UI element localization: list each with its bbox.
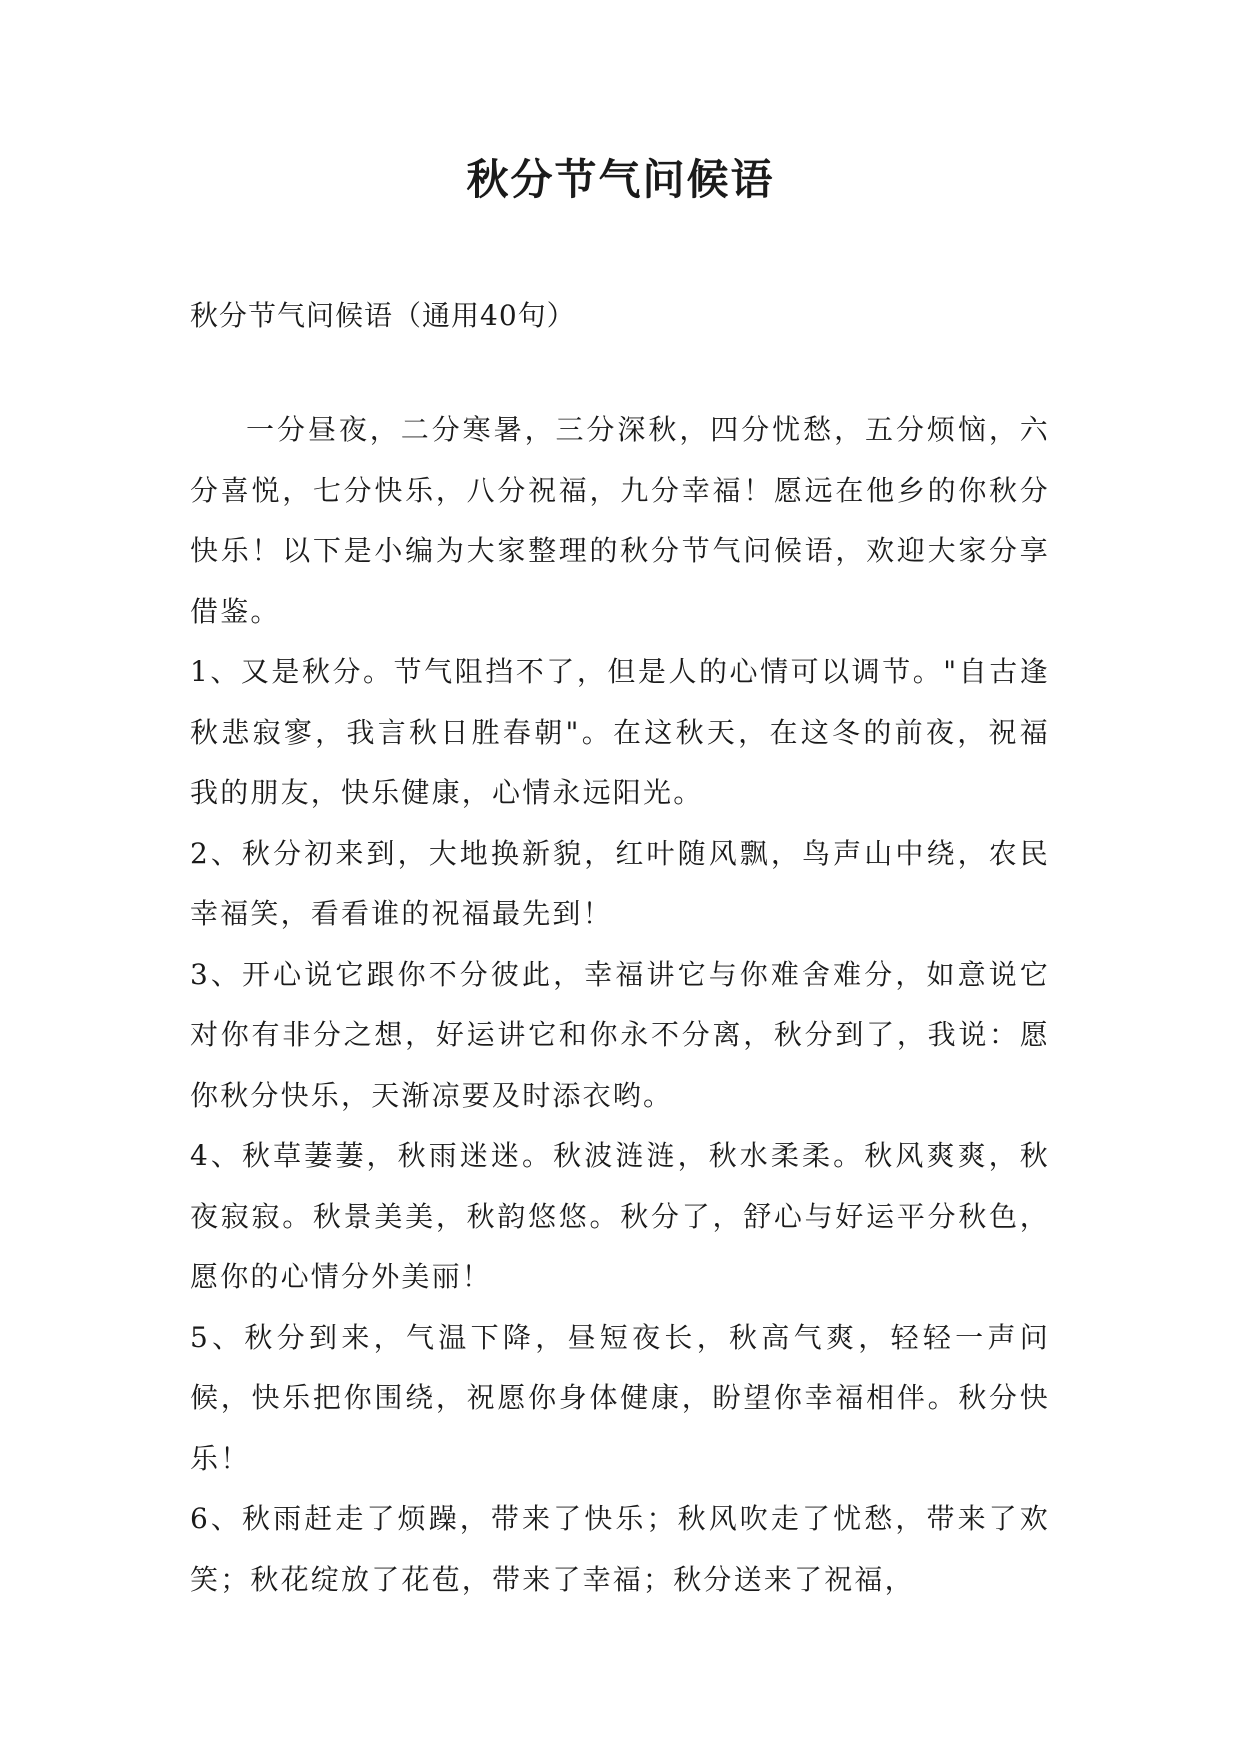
document-subtitle: 秋分节气问候语（通用40句） <box>190 299 576 332</box>
document-title: 秋分节气问候语 <box>466 155 775 204</box>
greeting-item-3: 3、开心说它跟你不分彼此，幸福讲它与你难舍难分，如意说它对你有非分之想，好运讲它和你永不分离，秋分到了，我说：愿你秋分快乐，天渐凉要及时添衣哟。 <box>190 957 1050 1112</box>
greeting-item-1: 1、又是秋分。节气阻挡不了，但是人的心情可以调节。"自古逢秋悲寂寥，我言秋日胜春朝"。在这秋天，在这冬的前夜，祝福我的朋友，快乐健康，心情永远阳光。 <box>190 655 1050 809</box>
greeting-item-6: 6、秋雨赶走了烦躁，带来了快乐；秋风吹走了忧愁，带来了欢笑；秋花绽放了花苞，带来了幸福；秋分送来了祝福， <box>190 1502 1050 1596</box>
greeting-item-5: 5、秋分到来，气温下降，昼短夜长，秋高气爽，轻轻一声问候，快乐把你围绕，祝愿你身体健康，盼望你幸福相伴。秋分快乐！ <box>190 1320 1050 1475</box>
document-body <box>190 400 1050 1610</box>
intro-paragraph: 一分昼夜，二分寒暑，三分深秋，四分忧愁，五分烦恼，六分喜悦，七分快乐，八分祝福，九分幸福！愿远在他乡的你秋分快乐！以下是小编为大家整理的秋分节气问候语，欢迎大家分享借鉴。 <box>190 413 1050 628</box>
greeting-item-2: 2、秋分初来到，大地换新貌，红叶随风飘，鸟声山中绕，农民幸福笑，看看谁的祝福最先到！ <box>190 836 1050 930</box>
greeting-item-4: 4、秋草萋萋，秋雨迷迷。秋波涟涟，秋水柔柔。秋风爽爽，秋夜寂寂。秋景美美，秋韵悠悠。秋分了，舒心与好运平分秋色，愿你的心情分外美丽！ <box>190 1139 1050 1293</box>
